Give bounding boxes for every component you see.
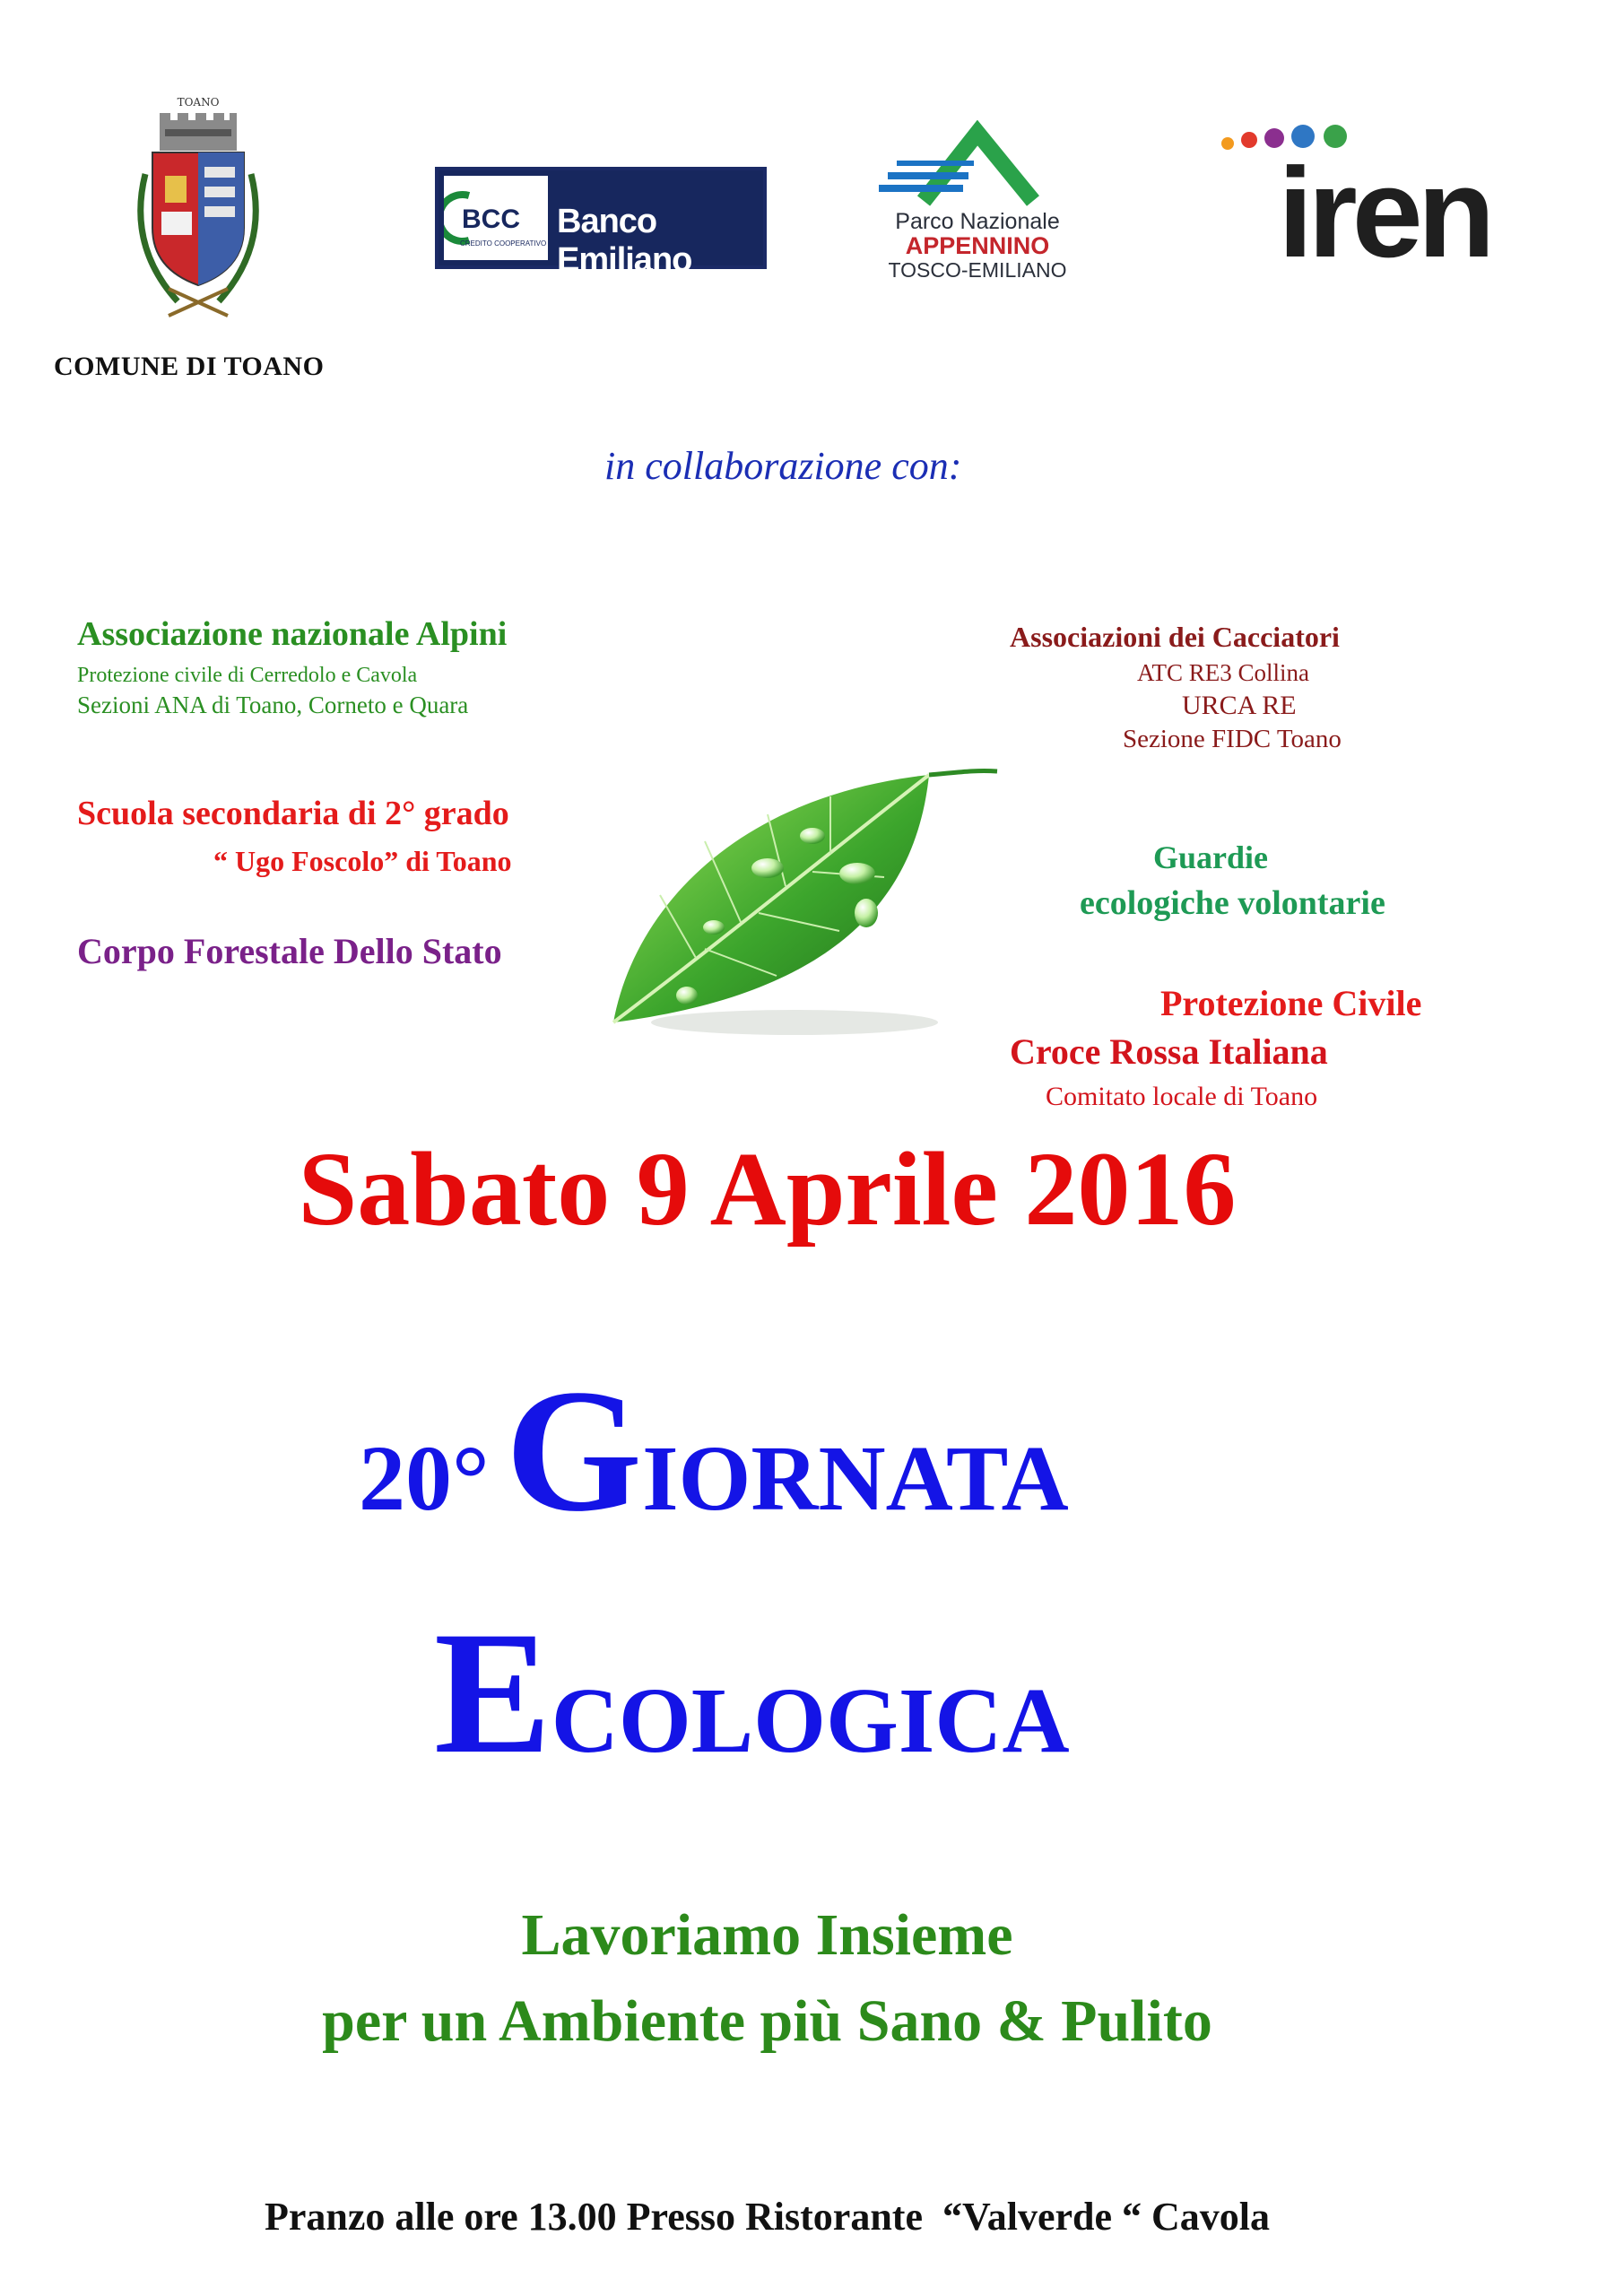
park-line2: APPENNINO	[905, 232, 1050, 260]
guardie-line2: ecologiche volontarie	[1080, 884, 1385, 922]
ecologica-rest: COLOGICA	[551, 1669, 1070, 1772]
partners-left	[77, 613, 507, 720]
bank-logo	[435, 167, 767, 279]
cacciatori-line2: URCA RE	[1182, 691, 1297, 720]
slogan	[0, 1892, 1579, 2064]
comune-crest-logo	[115, 93, 282, 330]
park-line3: TOSCO-EMILIANO	[888, 257, 1067, 282]
comune-caption: COMUNE DI TOANO	[54, 352, 325, 381]
cacciatori-title: Associazioni dei Cacciatori	[1010, 621, 1340, 653]
collab-label: in collaborazione con:	[604, 444, 962, 488]
alpini-line2: Sezioni ANA di Toano, Corneto e Quara	[77, 691, 469, 718]
bcc-icon	[444, 176, 548, 260]
bank-abbrev: BCC	[462, 204, 520, 234]
park-logo	[870, 120, 1085, 282]
giornata-initial: G	[505, 1353, 643, 1548]
title-line1	[359, 1353, 1069, 1548]
alpini-title: Associazione nazionale Alpini	[77, 615, 508, 653]
bank-subtitle: CREDITO COOPERATIVO	[460, 239, 547, 248]
slogan-line1: Lavoriamo Insieme	[521, 1902, 1013, 1968]
footer-lunch-info: Pranzo alle ore 13.00 Presso Ristorante “Valverde “ Cavola	[264, 2195, 1270, 2239]
crest-top-text: TOANO	[177, 96, 220, 109]
guardie-line1: Guardie	[1153, 839, 1269, 875]
event-date: Sabato 9 Aprile 2016	[298, 1130, 1237, 1248]
slogan-line2: per un Ambiente più Sano & Pulito	[322, 1987, 1212, 2054]
iren-logo	[1215, 120, 1490, 284]
croce-line: Comitato locale di Toano	[1046, 1082, 1318, 1111]
scuola-line: “ Ugo Foscolo” di Toano	[213, 845, 512, 877]
forestale: Corpo Forestale Dello Stato	[77, 931, 502, 971]
park-mountain-icon	[870, 120, 1085, 206]
alpini-line1: Protezione civile di Cerredolo e Cavola	[77, 663, 418, 687]
ecologica-initial: E	[434, 1596, 551, 1790]
croce-rossa: Croce Rossa Italiana	[1010, 1031, 1328, 1072]
iren-word: iren	[1278, 142, 1490, 284]
bank-name: Banco Emiliano	[557, 203, 692, 279]
leaf-image	[597, 761, 1001, 1046]
edition: 20°	[359, 1427, 490, 1530]
park-line1: Parco Nazionale	[895, 209, 1060, 234]
giornata-rest: IORNATA	[642, 1427, 1069, 1530]
cacciatori-line1: ATC RE3 Collina	[1137, 659, 1310, 686]
title-line2	[434, 1596, 1070, 1790]
cacciatori-line3: Sezione FIDC Toano	[1123, 725, 1342, 753]
protezione-civile: Protezione Civile	[1160, 983, 1422, 1023]
scuola-title: Scuola secondaria di 2° grado	[77, 795, 509, 832]
bank-logo-mark	[444, 176, 548, 260]
